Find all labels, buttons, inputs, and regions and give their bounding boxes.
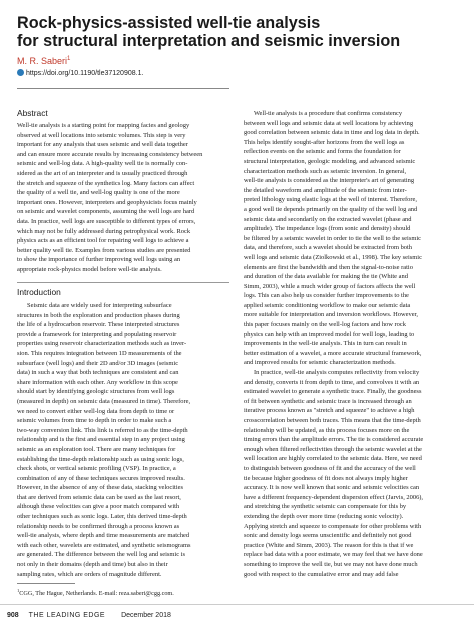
text-line: and can ensure more accurate results by increasing consistency between (17, 150, 203, 158)
text-line: well location are highly correlated to the seismic data. Here, we need (244, 455, 422, 463)
text-line: the quality of a well tie, and well-log quality is one of the more (17, 189, 180, 197)
right-column-body (244, 109, 460, 579)
text-line: we need to convert either well-log data from depth to time or (17, 407, 175, 415)
page-footer (7, 612, 171, 619)
text-line: have a different frequency-dependent dispersion effect (Jarvis, 2006), (244, 493, 424, 501)
author-name (17, 56, 70, 66)
journal-name: THE LEADING EDGE (28, 612, 106, 619)
footnote-marker: 1 (17, 588, 20, 593)
text-line: be filtered by a seismic wavelet in order to tie the well to the seismic (244, 234, 421, 242)
text-line: Well-tie analysis is a procedure that confirms consistency (254, 110, 403, 117)
text-line: crosscorrelation between both traces. This means that the time-depth (244, 417, 421, 424)
text-line: and improved results for seismic characterization methods. (244, 359, 396, 367)
text-line: better quality well tie. Examples from various studies are presented (17, 246, 191, 254)
section-divider (17, 282, 229, 283)
text-line: logs. This can also help us consider further improvements to the (244, 292, 409, 300)
doi-icon (17, 69, 24, 76)
text-line: structures in both the exploration and production phases during (17, 311, 180, 319)
abstract-heading: Abstract (17, 108, 48, 118)
text-line: although these velocities can give a poor match compared with (17, 503, 180, 511)
text-line: sampling rates, which are orders of magnitude different. (17, 570, 162, 578)
text-line: sonic and density logs seems unscientific and definitely not good (244, 532, 412, 540)
article-title (17, 14, 457, 50)
text-line: the life of a hydrocarbon reservoir. These interpreted structures (17, 321, 180, 329)
text-line: applied seismic conditioning workflow to make our seismic data (244, 301, 411, 309)
text-line: a good well tie depends primarily on the quality of the well log and (244, 205, 418, 213)
text-line: enough when filtered reflectivities through the seismic wavelet at the (244, 445, 422, 453)
text-line: sion. This requires integration between 1D measurements of the (17, 349, 182, 357)
introduction-heading: Introduction (17, 287, 61, 297)
text-line: and duration of the data available for making the tie (White and (244, 273, 408, 281)
text-line: physics acts as an efficient tool for repairing well logs to achieve a (17, 237, 189, 245)
text-line: physics can help with an improved model for well logs, leading to (244, 330, 415, 338)
text-line: share information with each other. Any workflow in this scope (17, 378, 178, 386)
author-affiliation-marker: 1 (67, 56, 71, 62)
text-line: better estimation of a wavelet, a more accurate structural framework, (244, 349, 422, 357)
text-line: more suitable for interpretation and inversion workflows. However, (244, 311, 419, 319)
footer-divider (0, 604, 474, 605)
text-line: and stretching the synthetic seismic can compensate for this by (244, 503, 407, 511)
text-line: good correlation between seismic data in time and log data in depth. (244, 129, 420, 137)
text-line: which may not be fully addressed during petrophysical work. Rock (17, 227, 191, 235)
text-line: to distinguish between goodness of fit and the accuracy of the well (244, 464, 416, 472)
text-line: replace bad data with a poor estimate, we may feel that we have done (244, 551, 423, 559)
text-line: good with respect to the cumulative error and may add false (244, 570, 399, 578)
text-line: amplitude). The impedance logs (from sonic and density) should (244, 225, 411, 233)
text-line: preted lithology using elastic logs at the well of interest. Therefore, (244, 196, 417, 204)
text-line: seismic volumes from time to depth in order to make such a (17, 417, 172, 425)
text-line: appropriate rock-physics model before well-tie analysis. (17, 265, 162, 273)
text-line: However, in the absence of any of these data, stacking velocities (17, 484, 183, 492)
text-line: estimated wavelet to generate a synthetic trace. Finally, the goodness (244, 388, 422, 396)
text-line: important for any analysis that uses seismic and well data together (17, 141, 188, 149)
text-line: establishing the time-depth relationship such as using sonic logs, (17, 455, 184, 463)
text-line: to show the importance of further improving well logs using an (17, 256, 181, 264)
text-line: well-tie analysis, where depth and time measurements are matched (17, 532, 190, 540)
text-line: between well logs and seismic data at well locations by achieving (244, 119, 414, 127)
text-line: subsurface (well logs) and their 2D and/or 3D images (seismic (17, 359, 179, 367)
text-line: are generated. The difference between the well log and seismic is (17, 551, 185, 559)
text-line: Simm, 2003), while a much wider group of factors affects the well (244, 282, 416, 290)
text-line: seismic as an exploration tool. There are many techniques for (17, 445, 176, 453)
text-line: the stretch and squeeze of the synthetics log. Many factors can affect (17, 179, 195, 187)
title-line: for structural interpretation and seismic inversion (17, 32, 401, 50)
text-line: that are derived from seismic data can be used as the last resort, (17, 493, 181, 501)
introduction-body (17, 301, 229, 579)
text-line: something to improve the well tie, but we may not have done much (244, 560, 418, 568)
text-line: the detailed waveform and amplitude of the seismic from inter- (244, 186, 407, 194)
title-line: Rock-physics-assisted well-tie analysis (17, 14, 321, 32)
text-line: structural interpretation, geologic modeling, and advanced seismic (244, 157, 416, 165)
text-line: relationship needs to be confirmed through a process known as (17, 522, 180, 530)
text-line: sidered as the art of an interpreter and is usually practiced through (17, 169, 188, 177)
text-line: tie because higher goodness of fit does not always imply higher (244, 474, 408, 482)
text-line: other techniques such as sonic logs. Later, this derived time-depth (17, 513, 187, 521)
text-line: elements are first the bandwidth and then the signal-to-noise ratio (244, 263, 413, 271)
text-line: data, and therefore, such a wavelet should be extracted from both (244, 244, 413, 252)
text-line: observed at well locations into seismic volumes. This step is very (17, 131, 186, 139)
text-line: relationship will be updated, as this process focuses more on the (244, 426, 410, 434)
text-line: this paper focuses mainly on the well-log factors and how rock (244, 321, 406, 329)
text-line: extending the depth over more time (reducing sonic velocity). (244, 512, 404, 520)
text-line: improvements in the well-tie analysis. This in turn can result in (244, 340, 407, 348)
text-line: This helps identify sought-after horizons from the well logs as (244, 138, 405, 146)
footnote-text: CGG, The Hague, Netherlands. E-mail: reza.saberi@cgg.com. (19, 590, 174, 598)
text-line: iterative process known as "stretch and squeeze" to achieve a high (244, 407, 415, 415)
text-line: check shots, or vertical seismic profiling (VSP). In practice, a (17, 465, 176, 473)
text-line: Well-tie analysis is a starting point for mapping facies and geology (17, 122, 190, 129)
doi-text[interactable]: https://doi.org/10.1190/tle37120908.1. (26, 70, 144, 77)
text-line: characterization methods such as seismic inversion. In general, (244, 167, 407, 175)
text-line: provide a framework for interpreting and populating reservoir (17, 330, 177, 338)
text-line: (measured in depth) on seismic data (measured in time). Therefore, (17, 397, 191, 405)
text-line: data. In practice, well logs are susceptible to different types of errors, (17, 217, 196, 225)
header-divider (17, 88, 229, 89)
page-number: 908 (7, 612, 19, 619)
text-line: accuracy. It is now well known that sonic and seismic velocities can (244, 484, 420, 492)
text-line: two-way conversion link. This link is referred to as the time-depth (17, 426, 188, 434)
text-line: reflection events on the seismic and forms the foundation for (244, 148, 401, 156)
text-line: practice (White and Simm, 2003). The reason for this is that if we (244, 541, 414, 549)
author-name-text: M. R. Saberi (17, 56, 68, 66)
text-line: timing errors than the amplitude errors. The tie is considered accurate (244, 436, 424, 444)
text-line: seismic and well-log data. A high-quality well tie is normally con- (17, 160, 188, 168)
footnote-divider (17, 583, 75, 584)
text-line: on seismic and wavelet components, assuming the well logs are hard (17, 208, 195, 216)
abstract-body (17, 121, 229, 275)
text-line: important ones. However, interpreters and geophysicists focus mainly (17, 198, 197, 206)
text-line: properties using reservoir characterization methods such as inver- (17, 340, 187, 348)
text-line: well logs and seismic data (Ziolkowski et al., 1998). The key seismic (244, 253, 422, 261)
text-line: combination of any of these techniques secures improved results. (17, 474, 185, 482)
text-line: should start by identifying geologic structures from well logs (17, 388, 175, 396)
text-line: not only in their domains (depth and time) but also in their (17, 561, 168, 569)
text-line: and density, converts it from depth to time, and convolves it with an (244, 378, 420, 386)
text-line: relationship and is the first and essential step in any project using (17, 436, 185, 444)
text-line: In practice, well-tie analysis computes reflectivity from velocity (254, 369, 420, 377)
doi-link[interactable] (17, 69, 143, 77)
text-line: with each other, wavelets are estimated, and synthetic seismograms (17, 541, 191, 549)
text-line: well-tie analysis is considered as the interpreter's art of generating (244, 177, 415, 185)
text-line: Seismic data are widely used for interpreting subsurface (27, 302, 172, 309)
text-line: of fit between synthetic and seismic trace is increased through an (244, 397, 412, 405)
text-line: Applying stretch and squeeze to compensate for other problems with (244, 522, 422, 530)
text-line: seismic data and secondarily on the extracted wavelet (phase and (244, 215, 412, 223)
text-line: data) in such a way that both techniques are consistent and can (17, 369, 179, 377)
footnote (17, 588, 174, 597)
issue-date: December 2018 (121, 612, 171, 619)
